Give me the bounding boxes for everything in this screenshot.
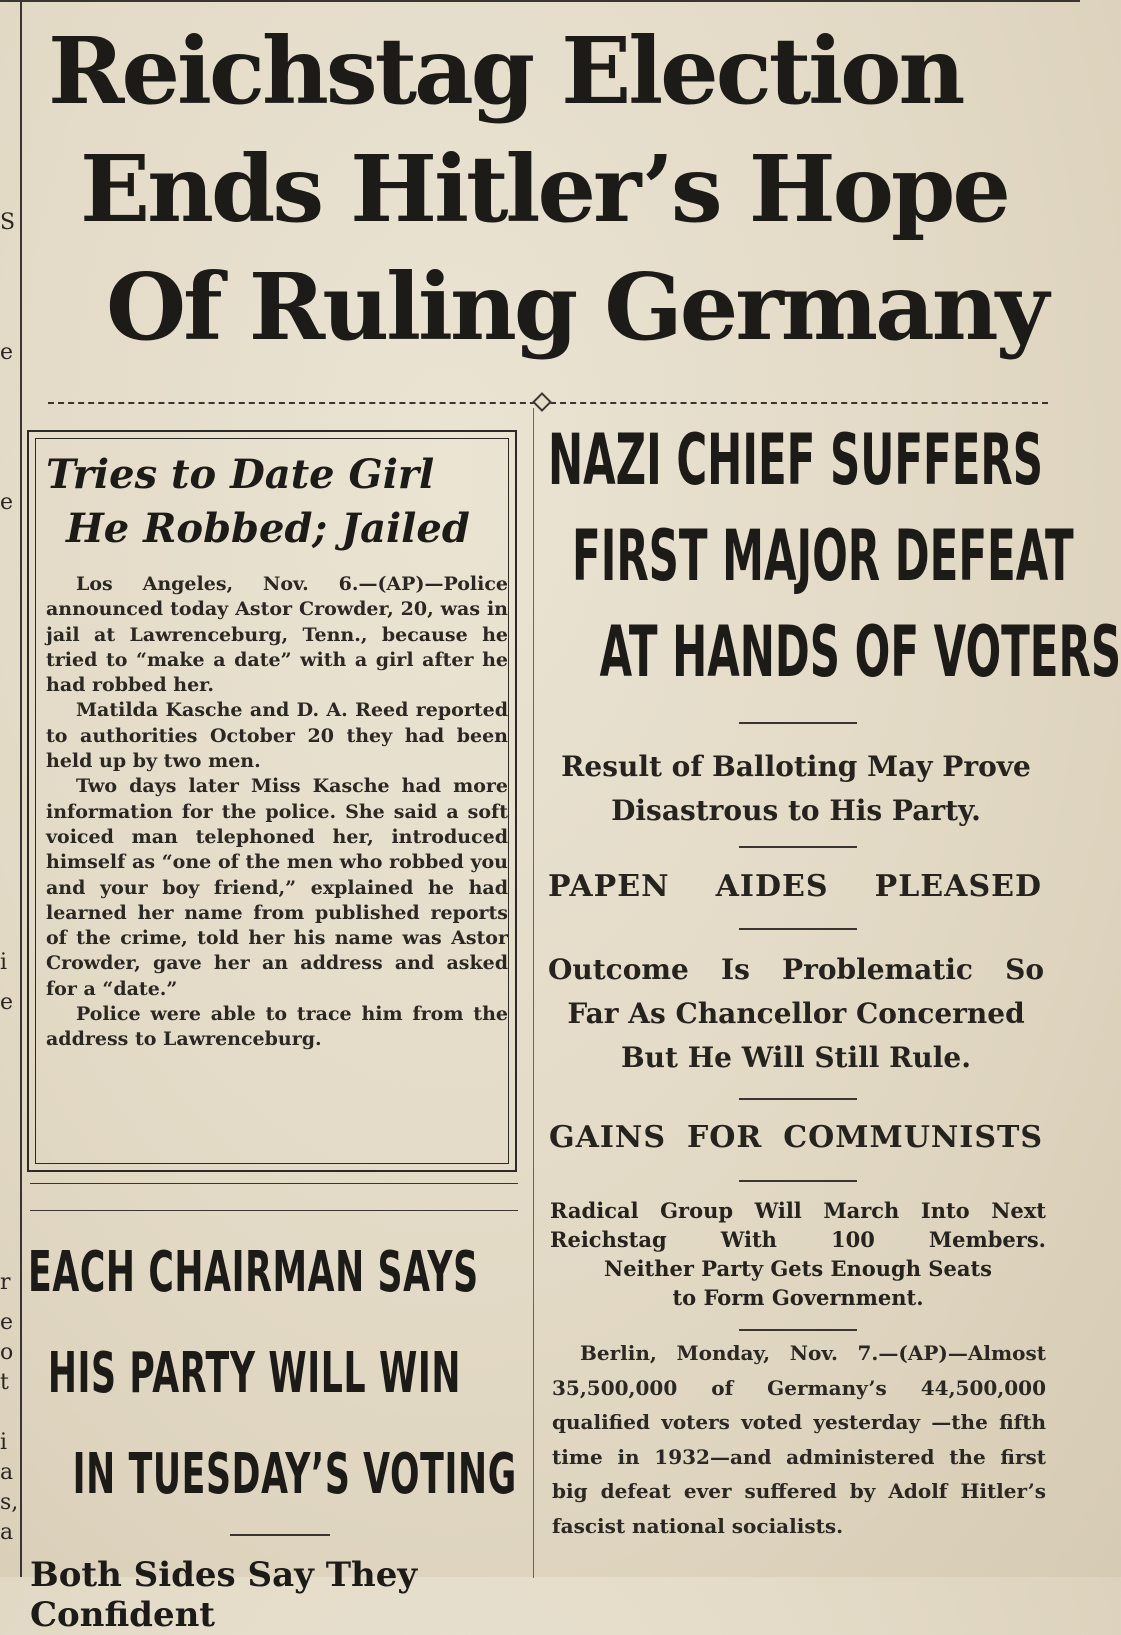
edge-fragment: e bbox=[0, 1310, 14, 1335]
deck-line: Outcome Is Problematic So bbox=[548, 953, 1044, 986]
deck-rule bbox=[739, 928, 857, 930]
chairman-headline-line: HIS PARTY WILL WIN bbox=[47, 1341, 462, 1406]
top-border-rule bbox=[0, 0, 1080, 2]
chairman-story-cut-off-deck: Both Sides Say They Confident bbox=[30, 1555, 418, 1635]
edge-fragment: e bbox=[0, 990, 14, 1015]
edge-fragment: a bbox=[0, 1520, 14, 1545]
boxed-headline-line: He Robbed; Jailed bbox=[66, 505, 470, 552]
deck-outcome bbox=[548, 948, 1044, 1080]
deck-line: Disastrous to His Party. bbox=[611, 794, 981, 827]
edge-fragment: s, bbox=[0, 1490, 19, 1515]
chairman-headline-line: IN TUESDAY’S VOTING bbox=[72, 1442, 517, 1507]
main-headline bbox=[34, 12, 1064, 366]
edge-fragment: e bbox=[0, 490, 14, 515]
deck-papen-aides: PAPEN AIDES PLEASED bbox=[548, 869, 1042, 904]
boxed-story-paragraph: Police were able to trace him from the address to Lawrenceburg. bbox=[46, 1003, 508, 1051]
adjacent-column-fragments bbox=[0, 190, 18, 1550]
column-rule bbox=[30, 1183, 518, 1184]
deck-rule bbox=[739, 1180, 857, 1182]
deck-rule bbox=[739, 1098, 857, 1100]
column-rule bbox=[30, 1210, 518, 1211]
deck-rule bbox=[739, 846, 857, 848]
deck-line: Neither Party Gets Enough Seats bbox=[604, 1256, 992, 1281]
main-story-body bbox=[552, 1336, 1046, 1543]
boxed-story-paragraph: Los Angeles, Nov. 6.—(AP)—Police announced today Astor Crowder, 20, was in jail at Lawrenceburg, Tenn., because he tried to “make a date” with a girl after he had robbed her. bbox=[46, 573, 508, 697]
deck-result bbox=[546, 745, 1046, 833]
edge-fragment: i bbox=[0, 950, 8, 975]
chairman-headline-line: EACH CHAIRMAN SAYS bbox=[28, 1240, 479, 1305]
boxed-story-paragraph: Matilda Kasche and D. A. Reed reported to authorities October 20 they had been held up by two men. bbox=[46, 699, 508, 773]
headline-line: Ends Hitler’s Hope bbox=[80, 135, 1008, 243]
deck-line: But He Will Still Rule. bbox=[621, 1041, 971, 1074]
edge-fragment: a bbox=[0, 1460, 14, 1485]
chairman-story-headline bbox=[28, 1222, 530, 1525]
edge-fragment: i bbox=[0, 1430, 8, 1455]
deck-gains-communists: GAINS FOR COMMUNISTS bbox=[549, 1120, 1043, 1155]
separator-diamond-ornament bbox=[532, 392, 552, 412]
deck-rule bbox=[230, 1534, 330, 1536]
main-story-headline-line: AT HANDS OF VOTERS bbox=[599, 611, 1121, 693]
deck-rule bbox=[739, 1329, 857, 1331]
deck-rule bbox=[739, 722, 857, 724]
deck-line: to Form Government. bbox=[672, 1285, 924, 1310]
main-story-headline-line: FIRST MAJOR DEFEAT bbox=[572, 515, 1074, 597]
deck-line: Reichstag With 100 Members. bbox=[550, 1227, 1046, 1252]
headline-line: Of Ruling Germany bbox=[106, 253, 1047, 361]
edge-fragment: r bbox=[0, 1270, 11, 1295]
deck-line: Radical Group Will March Into Next bbox=[550, 1198, 1046, 1223]
main-story-paragraph: Berlin, Monday, Nov. 7.—(AP)—Almost 35,500,000 of Germany’s 44,500,000 qualified voters voted yesterday —the fifth time in 1932—and administered the first big defeat ever suffered by Adolf Hitler’s fascist national socialists. bbox=[552, 1341, 1046, 1538]
edge-fragment: S bbox=[0, 210, 16, 235]
deck-line: Far As Chancellor Concerned bbox=[567, 997, 1025, 1030]
column-divider bbox=[533, 408, 534, 1578]
edge-fragment: o bbox=[0, 1340, 14, 1365]
deck-line: Result of Balloting May Prove bbox=[561, 750, 1031, 783]
boxed-story-paragraph: Two days later Miss Kasche had more information for the police. She said a soft voiced man telephoned her, introduced himself as “one of the men who robbed you and your boy friend,” explained he had learned her name from published reports of the crime, told her his name was Astor Crowder, gave her an address and asked for a “date.” bbox=[46, 775, 508, 1000]
edge-fragment: e bbox=[0, 340, 14, 365]
deck-radical-group bbox=[550, 1196, 1046, 1312]
boxed-story-headline bbox=[40, 448, 510, 556]
boxed-headline-line: Tries to Date Girl bbox=[46, 451, 435, 498]
left-column-rule bbox=[20, 0, 22, 1577]
main-story-headline-line: NAZI CHIEF SUFFERS bbox=[548, 419, 1043, 501]
boxed-story-body bbox=[46, 572, 508, 1053]
edge-fragment: t bbox=[0, 1370, 9, 1395]
main-story-headline bbox=[548, 412, 1121, 700]
headline-line: Reichstag Election bbox=[48, 17, 963, 125]
